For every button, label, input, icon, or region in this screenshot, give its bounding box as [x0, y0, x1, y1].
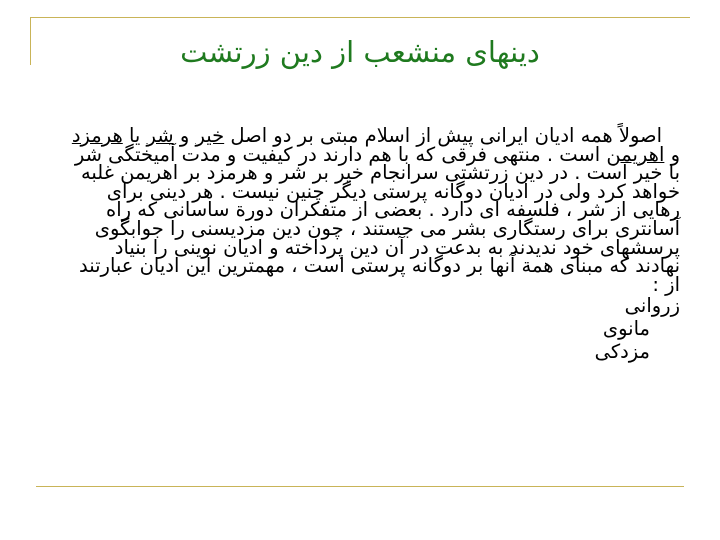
body-text-1: اصولاً همه ادیان ایرانی پیش از اسلام مبتی بر دو اصل — [224, 124, 662, 147]
body-text-4: و — [664, 142, 680, 166]
body-text-5: است . منتهی فرقی که با هم دارند در کیفیت و مدت آمیختگی شر با خیر است . در دین زرتشتی سرانجام خیر بر شر و هرمزد بر اهریمن غلبه خواهد کرد ولی در ادیان دوگانه پرستی دیگر چنین نیست . هر دینی برای رهایی از شر ، فلسفه ای دارد . بعضی از متفکران دورة ساسانی که راه آسانتری برای رستگاری بشر می جستند ، چون دین مزدیسنی را جوابگوی پرسشهای خود ندیدند به بدعت در آن دین پرداخته و ادیان نوینی را بنیاد نهادند که مبنای همة آنها بر دوگانه پرستی است ، مهمترین این ادیان عبارتند از : — [74, 142, 680, 296]
body-paragraph — [64, 124, 680, 296]
term-hormozd: هرمزد — [71, 124, 123, 147]
term-ahriman: اهریمن — [606, 142, 665, 166]
slide-title: دینهای منشعب از دین زرتشت — [180, 35, 540, 69]
left-divider — [30, 17, 31, 65]
body-text-2: و — [173, 124, 196, 147]
term-sharr: شر — [146, 124, 174, 147]
slide-body — [64, 124, 680, 364]
body-text-3: یا — [122, 124, 147, 147]
list-item-manavi: مانوی — [602, 317, 650, 341]
term-kheir: خیر — [195, 124, 225, 147]
top-divider — [30, 17, 690, 18]
list-item-zurvani: زروانی — [624, 294, 680, 318]
bottom-divider — [36, 486, 684, 487]
religions-list — [64, 294, 680, 363]
list-item-mazdaki: مزدکی — [594, 340, 650, 364]
